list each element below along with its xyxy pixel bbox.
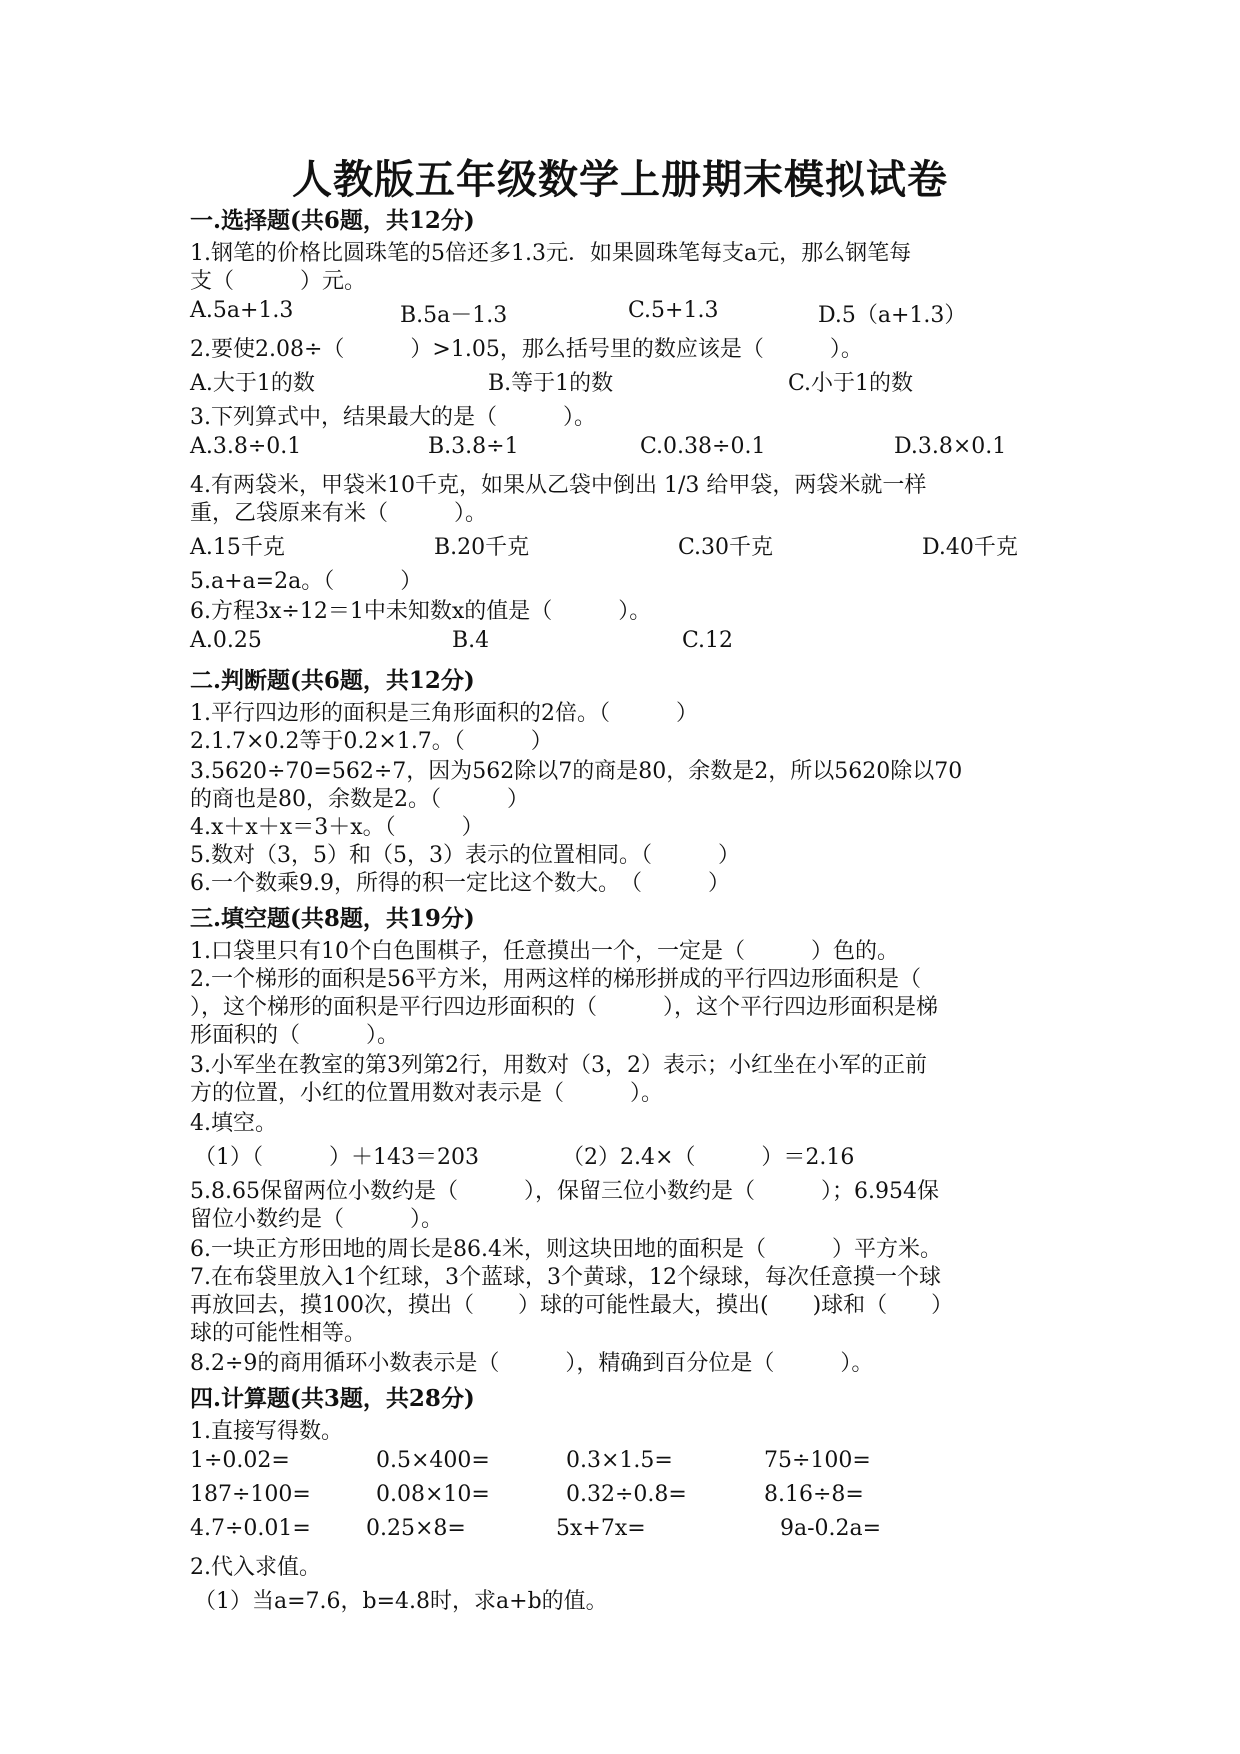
question-text: 3.下列算式中，结果最大的是（ ）。 — [190, 405, 596, 430]
question-text: 1.平行四边形的面积是三角形面积的2倍。（ ） — [190, 701, 698, 726]
calc-item: 0.32÷0.8= — [566, 1482, 687, 1507]
question-text: 3.小军坐在教室的第3列第2行，用数对（3，2）表示；小红坐在小军的正前 — [190, 1053, 927, 1078]
question-text: 重，乙袋原来有米（ ）。 — [190, 501, 488, 526]
question-text: 形面积的（ ）。 — [190, 1023, 400, 1048]
question-text: 8.2÷9的商用循环小数表示是（ ），精确到百分位是（ ）。 — [190, 1351, 874, 1376]
question-text: （1）当a=7.6，b=4.8时，求a+b的值。 — [194, 1589, 608, 1614]
option-a: A.0.25 — [190, 628, 262, 653]
section-heading-calc: 四.计算题(共3题，共28分) — [190, 1385, 475, 1412]
question-text: 5.数对（3，5）和（5，3）表示的位置相同。（ ） — [190, 843, 740, 868]
section-heading-judgment: 二.判断题(共6题，共12分) — [190, 667, 475, 694]
section-heading-fill: 三.填空题(共8题，共19分) — [190, 905, 475, 932]
option-d: D.5（a+1.3） — [818, 303, 967, 328]
question-text: 球的可能性相等。 — [190, 1321, 367, 1346]
calc-item: 0.3×1.5= — [566, 1448, 673, 1473]
question-text: 4.有两袋米，甲袋米10千克，如果从乙袋中倒出 1/3 给甲袋，两袋米就一样 — [190, 473, 927, 498]
option-b: B.4 — [452, 628, 490, 653]
option-a: A.5a+1.3 — [190, 298, 294, 323]
question-text: 4.填空。 — [190, 1111, 277, 1136]
calc-item: 187÷100= — [190, 1482, 311, 1507]
option-b: B.20千克 — [434, 535, 530, 560]
question-text: 1.口袋里只有10个白色围棋子，任意摸出一个，一定是（ ）色的。 — [190, 939, 899, 964]
question-text: 再放回去，摸100次，摸出（ ）球的可能性最大，摸出( )球和（ ） — [190, 1293, 954, 1318]
page-title: 人教版五年级数学上册期末模拟试卷 — [292, 156, 948, 203]
calc-item: 0.25×8= — [366, 1516, 466, 1541]
question-text: 留位小数约是（ ）。 — [190, 1207, 444, 1232]
question-text: 6.一块正方形田地的周长是86.4米，则这块田地的面积是（ ）平方米。 — [190, 1237, 942, 1262]
option-c: C.0.38÷0.1 — [640, 434, 766, 459]
question-text: 2.代入求值。 — [190, 1555, 321, 1580]
question-text: 2.1.7×0.2等于0.2×1.7。（ ） — [190, 729, 553, 754]
question-text: 方的位置，小红的位置用数对表示是（ ）。 — [190, 1081, 664, 1106]
fill-part-1: （1）（ ）＋143＝203 — [194, 1145, 479, 1170]
question-text: 2.要使2.08÷（ ）>1.05，那么括号里的数应该是（ ）。 — [190, 337, 863, 362]
calc-item: 1÷0.02= — [190, 1448, 290, 1473]
option-a: A.3.8÷0.1 — [190, 434, 302, 459]
calc-item: 4.7÷0.01= — [190, 1516, 311, 1541]
question-text: 5.8.65保留两位小数约是（ ），保留三位小数约是（ ）；6.954保 — [190, 1179, 939, 1204]
question-text: 1.钢笔的价格比圆珠笔的5倍还多1.3元．如果圆珠笔每支a元，那么钢笔每 — [190, 241, 912, 266]
fill-part-2: （2）2.4×（ ）＝2.16 — [562, 1145, 855, 1170]
question-text: 1.直接写得数。 — [190, 1419, 343, 1444]
option-c: C.小于1的数 — [788, 371, 914, 396]
question-text: 的商也是80，余数是2。（ ） — [190, 787, 529, 812]
option-c: C.5+1.3 — [628, 298, 719, 323]
question-text: 支（ ）元。 — [190, 269, 367, 294]
question-text: 6.方程3x÷12＝1中未知数x的值是（ ）。 — [190, 599, 652, 624]
calc-item: 9a-0.2a= — [780, 1516, 882, 1541]
question-text: ），这个梯形的面积是平行四边形面积的（ ），这个平行四边形面积是梯 — [190, 995, 939, 1020]
question-text: 5.a+a=2a。（ ） — [190, 569, 423, 594]
option-d: D.40千克 — [922, 535, 1018, 560]
option-b: B.3.8÷1 — [428, 434, 519, 459]
option-a: A.15千克 — [190, 535, 285, 560]
section-heading-choice: 一.选择题(共6题，共12分) — [190, 207, 475, 234]
question-text: 2.一个梯形的面积是56平方米，用两这样的梯形拼成的平行四边形面积是（ — [190, 967, 921, 992]
calc-item: 0.5×400= — [376, 1448, 490, 1473]
question-text: 3.5620÷70=562÷7，因为562除以7的商是80，余数是2，所以5620除以70 — [190, 759, 963, 784]
option-a: A.大于1的数 — [190, 371, 315, 396]
option-b: B.5a－1.3 — [400, 303, 508, 328]
question-text: 7.在布袋里放入1个红球，3个蓝球，3个黄球，12个绿球，每次任意摸一个球 — [190, 1265, 941, 1290]
option-d: D.3.8×0.1 — [894, 434, 1007, 459]
option-c: C.30千克 — [678, 535, 774, 560]
calc-item: 5x+7x= — [556, 1516, 646, 1541]
calc-item: 75÷100= — [764, 1448, 871, 1473]
calc-item: 8.16÷8= — [764, 1482, 864, 1507]
calc-item: 0.08×10= — [376, 1482, 490, 1507]
question-text: 4.x＋x＋x＝3＋x。（ ） — [190, 815, 484, 840]
option-c: C.12 — [682, 628, 734, 653]
question-text: 6.一个数乘9.9，所得的积一定比这个数大。 （ ） — [190, 871, 730, 896]
option-b: B.等于1的数 — [488, 371, 614, 396]
